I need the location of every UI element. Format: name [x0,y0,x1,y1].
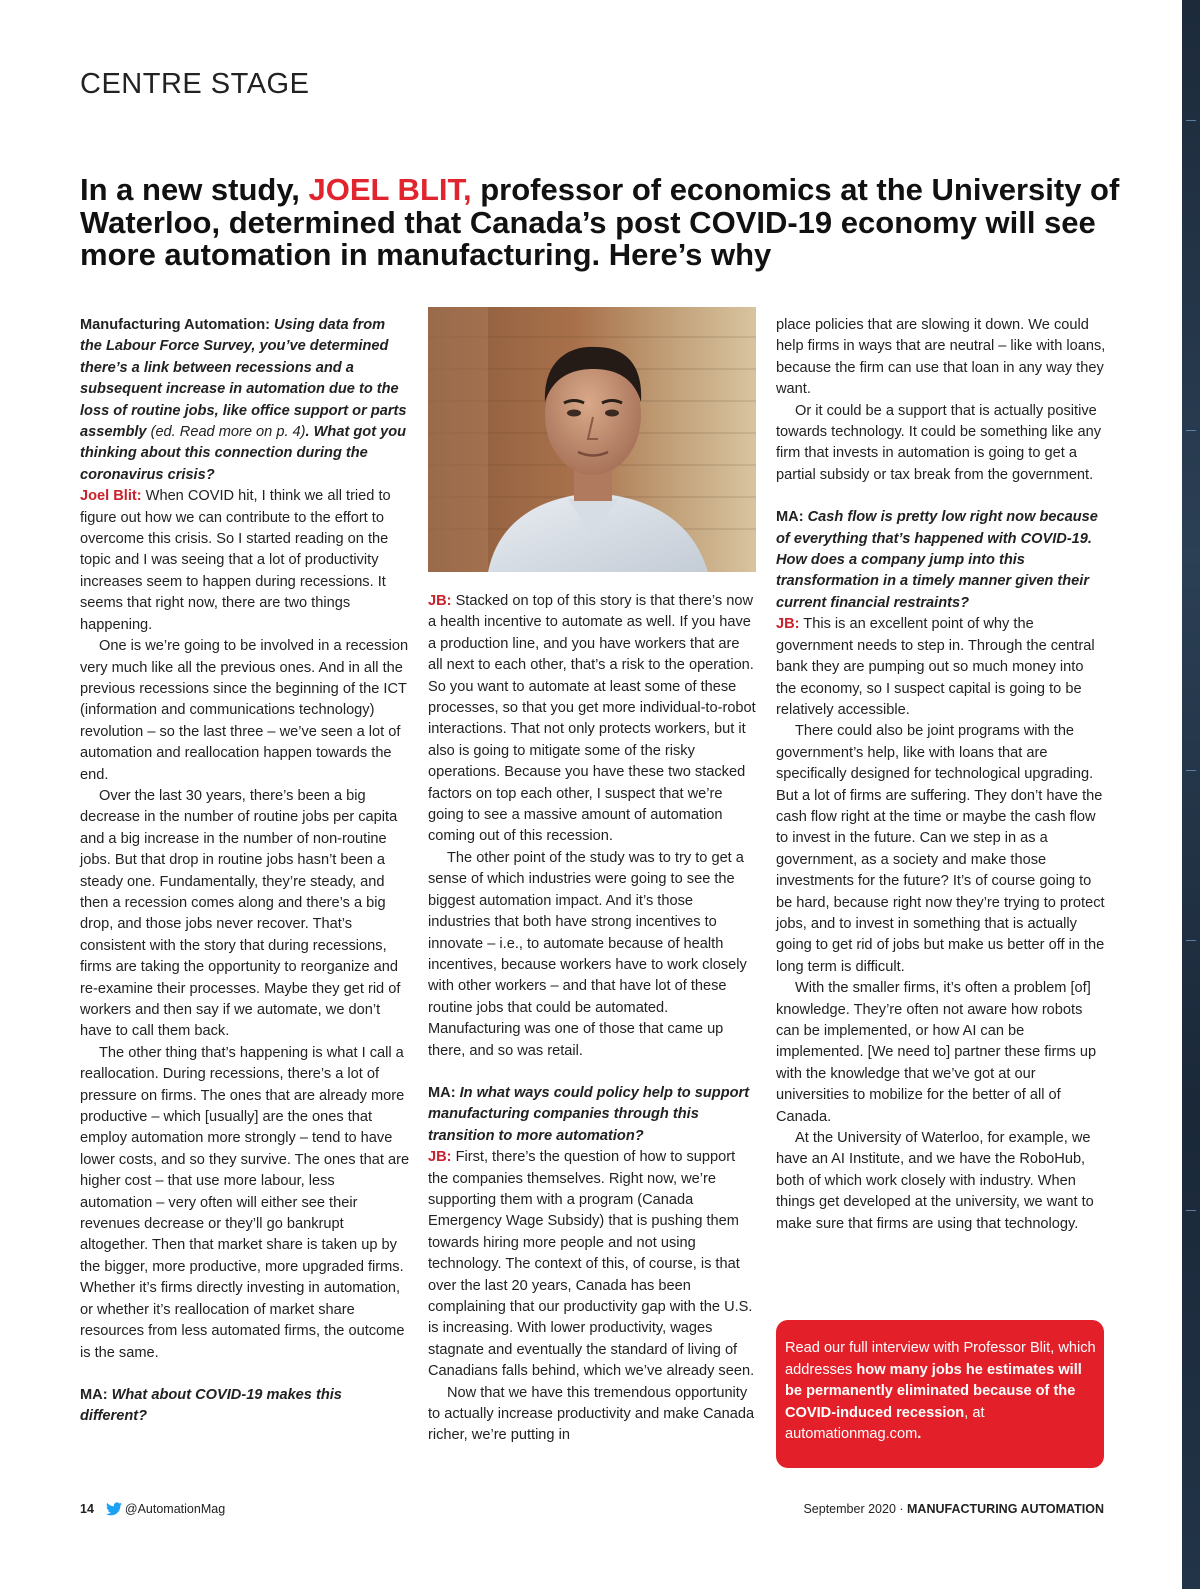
paragraph: Or it could be a support that is actually positive towards technology. It could be something like any firm that invests in automation is going to get a partial subsidy or tax break from the government. [776,402,1102,483]
question-3 [428,1083,758,1147]
headline-pre: In a new study, [80,172,309,207]
headline-post: professor of economics at the University of Waterloo, determined that Canada’s post COVID-19 economy will see more automation in manufacturing. Here’s why [80,172,1120,272]
interviewee-label: JB: [428,1149,452,1166]
article-column-3 [776,315,1106,1235]
answer-1 [80,486,410,636]
question-1 [80,315,410,486]
twitter-handle[interactable]: @AutomationMag [124,1502,226,1516]
callout-period: . [917,1426,922,1443]
interviewer-label: MA: [776,509,804,526]
question-text: What about COVID-19 makes this different? [80,1386,342,1425]
paragraph: One is we’re going to be involved in a recession very much like all the previous ones. And in all the previous recessions since the beginning of the ICT (information and communications technology) revolution – so the last three – we’ve seen a lot of automation and reallocation happen towards the end. [80,638,409,783]
edge-line [1186,940,1196,941]
question-text: . What got you thinking about this connection during the coronavirus crisis? [80,424,407,483]
interviewee-label: JB: [428,593,452,609]
paragraph: place policies that are slowing it down. We could help firms in ways that are neutral – like with loans, because the firm can use that loan in any way they want. [776,317,1106,398]
portrait-illustration [428,307,756,572]
issue-date: September 2020 · [803,1502,908,1516]
edge-line [1186,430,1196,431]
edge-line [1186,120,1196,121]
portrait-photo [428,307,756,572]
answer-text: When COVID hit, I think we all tried to figure out how we can contribute to the effort to overcome this crisis. So I started reading on the topic and I was seeing that a lot of productivity increases seem to happen during recessions. It seems that right now, there are two things happening. [80,488,391,633]
headline-name: JOEL BLIT, [308,172,472,207]
callout-highlight: how many jobs he estimates will be permanently eliminated because of the COVID-induced recession [785,1361,1082,1421]
paragraph: At the University of Waterloo, for example, we have an AI Institute, and we have the RoboHub, both of which work closely with industry. When things get developed at the university, we want to make sure that firms are using that technology. [776,1130,1094,1232]
footer-right [803,1502,1104,1516]
page-edge-decoration [1182,0,1200,1589]
paragraph: The other thing that’s happening is what I call a reallocation. During recessions, there’s a lot of pressure on firms. The ones that are already more productive – which [usually] are the ones that employ automation more strongly – tend to have lower costs, and so they survive. The ones that are higher cost – that use more labour, less automation – very often will either see their revenues decrease or they’ll go bankrupt altogether. Then that market share is taken up by the bigger, more productive, more upgraded firms. Whether it’s firms directly investing in automation, or whether it’s reallocation of market share resources from less automated firms, the outcome is the same. [80,1044,410,1361]
article-column-2 [428,591,758,1447]
interviewee-label: Joel Blit: [80,488,142,505]
section-title: CENTRE STAGE [80,68,310,100]
answer-4 [776,614,1106,721]
question-4 [776,507,1106,614]
footer-left [80,1502,225,1519]
edge-line [1186,1210,1196,1211]
interviewer-label: MA: [80,1386,108,1403]
answer-3 [428,1147,758,1382]
callout-text: Read our full interview with Professor Blit, which addresses [785,1340,1096,1378]
magazine-name: MANUFACTURING AUTOMATION [907,1502,1104,1516]
twitter-bird-icon [106,1502,122,1519]
answer-text: Stacked on top of this story is that there’s now a health incentive to automate as well. If you have a production line, and you have workers that are all next to each other, that’s a risk to the operation. So you want to automate at least some of these processes, so that you get more individual-to-robot interactions. That not only protects workers, but it also is going to mitigate some of the risky operations. Because you have these two stacked factors on top each other, I suspect that we’re going to see a massive amount of automation coming out of this recession. [428,593,756,845]
paragraph: With the smaller firms, it’s often a problem [of] knowledge. They’re often not aware how robots can be implemented, or how AI can be implemented. [We need to] partner these firms up with the knowledge that we’ve got at our universities to mobilize for the better of all of Canada. [776,980,1097,1125]
question-text: Cash flow is pretty low right now because of everything that’s happened with COVID-19. How does a company jump into this transformation in a timely manner given their current financial restraints? [776,509,1098,611]
answer-text: First, there’s the question of how to support the companies themselves. Right now, we’re supporting them with a program (Canada Emergency Wage Subsidy) that is pushing them towards hiring more people and not using technology. The context of this, of course, is that over the last 20 years, Canada has been complaining that our productivity gap with the U.S. is increasing. With lower productivity, wages stagnate and eventually the standard of living of Canadians falls behind, which we’ve already seen. [428,1149,755,1380]
question-text: Using data from the Labour Force Survey, you’ve determined there’s a link between recessions and a subsequent increase in automation due to the loss of routine jobs, like office support or parts assembly [80,317,407,441]
paragraph: Over the last 30 years, there’s been a big decrease in the number of routine jobs per capita and a big increase in the number of non-routine jobs. But that drop in routine jobs hasn’t been a steady one. Fundamentally, they’re steady, and then a recession comes along and there’s a big drop, and those jobs never recover. That’s consistent with the story that during recessions, firms are taking the opportunity to reorganize and re-examine their processes. Maybe they get rid of workers and then say if we automate, we don’t have to call them back. [80,787,401,1040]
interviewer-label: MA: [428,1084,456,1101]
article-column-1 [80,315,410,1428]
callout-link[interactable]: , at automationmag.com [785,1404,985,1443]
interviewer-label: Manufacturing Automation: [80,317,270,333]
callout-box[interactable] [776,1320,1104,1468]
paragraph: There could also be joint programs with the government’s help, like with loans that are specifically designed for technological upgrading. But a lot of firms are suffering. They don’t have the cash flow right at the time or maybe the cash flow to invest in the future. Can we step in as a government, as a society and make those investments for the future? It’s of course going to be hard, because right now they’re trying to protect jobs, and to invest in something that is actually going to get rid of jobs but make us better off in the long term is difficult. [776,723,1105,975]
answer-text: This is an excellent point of why the government needs to step in. Through the central bank they are pumping out so much money into the economy, so I suspect capital is going to be relatively accessible. [776,616,1095,718]
paragraph: Now that we have this tremendous opportunity to actually increase productivity and make Canada richer, we’re putting in [428,1384,755,1444]
edge-line [1186,770,1196,771]
question-2 [80,1385,410,1428]
page-number: 14 [80,1502,94,1516]
question-text: In what ways could policy help to support manufacturing companies through this transition to more automation? [428,1084,750,1144]
paragraph: The other point of the study was to try to get a sense of which industries were going to see the biggest automation impact. And it’s those industries that both have strong incentives to innovate – i.e., to automate because of health incentives, because workers have to work closely with other workers – and that have lot of these routine jobs that could be automated. Manufacturing was one of those that came up there, and so was retail. [428,849,747,1059]
editor-note: (ed. Read more on p. 4) [146,424,306,441]
answer-2 [428,591,758,848]
interviewee-label: JB: [776,616,800,633]
headline [80,174,1140,272]
